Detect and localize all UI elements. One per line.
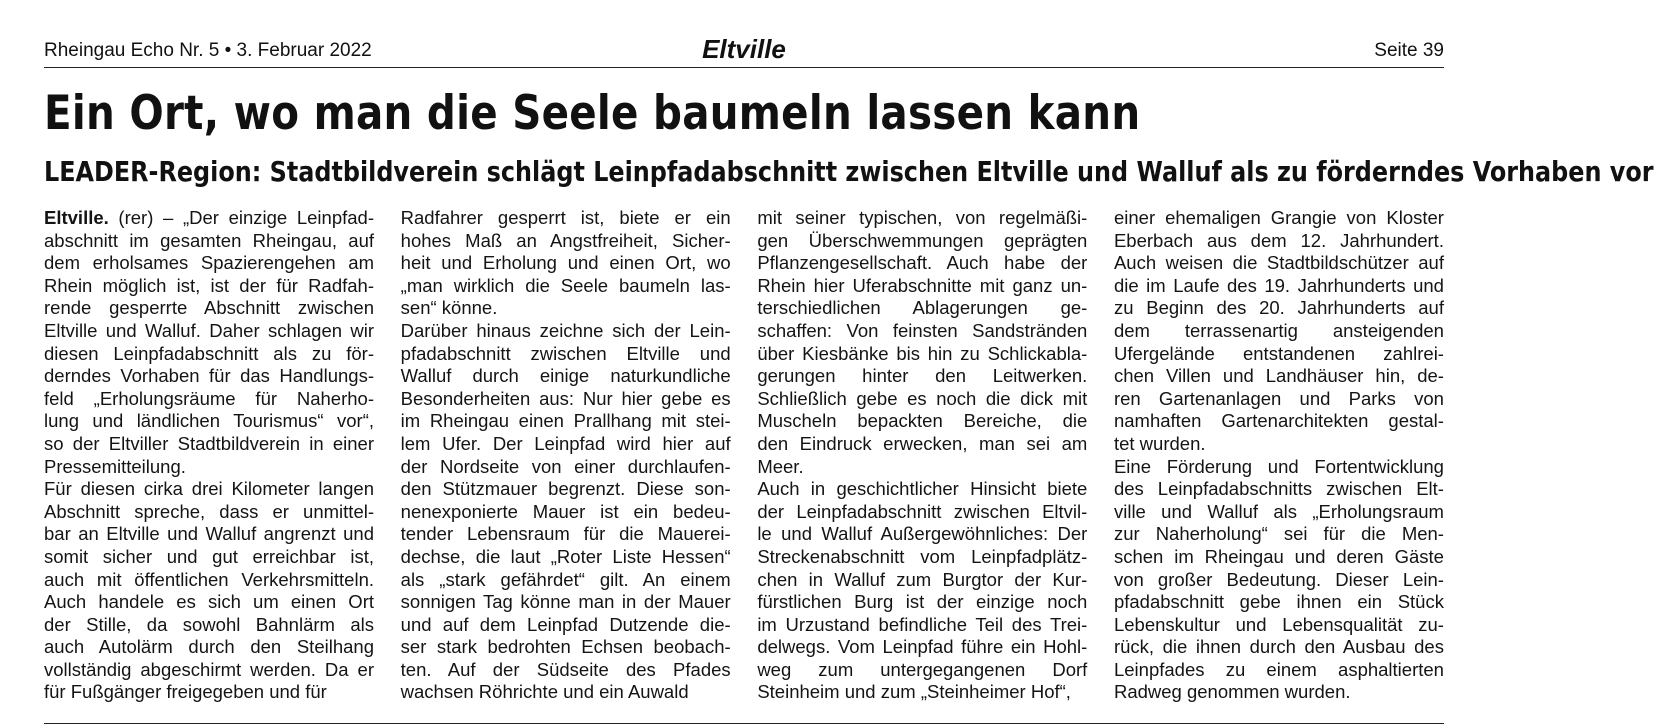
text-line: Rhein hier Uferabschnitte mit ganz un- [757,274,1088,296]
column-1 [44,207,374,704]
dateline: Eltville. [44,207,109,228]
text-line: sen“ könne. [400,297,498,319]
text-line: auch Autolärm durch den Steilhang [44,636,374,658]
text-line: heit und Erholung und einen Ort, wo [400,252,731,274]
page-number: Seite 39 [1374,40,1444,61]
text-line: dem terrassenartig ansteigenden [1113,319,1444,341]
text-line: diesen Leinpfadabschnitt als zu för- [44,342,374,364]
text-line: ten. Auf der Südseite des Pfades [400,658,731,680]
text-line: derndes Vorhaben für das Handlungs- [44,365,374,387]
text-line: Für diesen cirka drei Kilometer langen [44,478,374,500]
text-line: nenexponierte Mauer ist ein bedeu- [400,500,731,522]
text-line: Darüber hinaus zeichne sich der Lein- [400,319,731,341]
footer-divider [44,723,1444,724]
text-line: abschnitt im gesamten Rheingau, auf [44,229,374,251]
text-line: chen in Walluf zum Burgtor der Kur- [757,568,1088,590]
text-run: (rer) – „Der einzige Leinpfad- [108,207,374,228]
article-body [44,207,1444,704]
text-line: Auch handele es sich um einen Ort [44,591,374,613]
column-4 [1114,207,1444,704]
text-line: den Stützmauer begrenzt. Diese son- [400,478,731,500]
column-2 [401,207,731,704]
text-line: Leinpfades zu einem asphaltierten [1113,658,1444,680]
text-line: wachsen Röhrichte und ein Auwald [400,681,689,703]
text-line: feld „Erholungsräume für Naherho- [44,387,374,409]
text-line: delwegs. Vom Leinpfad führe ein Hohl- [757,636,1088,658]
text-line: „man wirklich die Seele baumeln las- [400,274,731,296]
text-line: Pressemitteilung. [44,455,186,477]
text-line: hohes Maß an Angstfreiheit, Sicher- [400,229,731,251]
text-line: Radfahrer gesperrt ist, biete er ein [400,207,731,228]
text-line: auch mit öffentlichen Verkehrsmitteln. [44,568,374,590]
text-line: zur Naherholung“ sei für die Men- [1113,523,1444,545]
text-line: Eltville und Walluf. Daher schlagen wir [44,319,374,341]
text-line: Rhein möglich ist, ist der für Radfah- [44,274,374,296]
text-line: gerungen hinter den Leitwerken. [757,365,1088,387]
text-line: Eine Förderung und Fortentwicklung [1113,455,1444,477]
text-line: dechse, die laut „Roter Liste Hessen“ [400,545,731,567]
text-line: Abschnitt spreche, dass er unmittel- [44,500,374,522]
text-line: lem Ufer. Der Leinpfad wird hier auf [400,432,731,454]
text-line: Pflanzengesellschaft. Auch habe der [757,252,1088,274]
text-line: über Kiesbänke bis hin zu Schlickabla- [757,342,1088,364]
text-line: Auch in geschichtlicher Hinsicht biete [757,478,1088,500]
text-line: Besonderheiten aus: Nur hier gebe es [400,387,731,409]
page-header [44,34,1444,66]
text-line: Walluf durch einige naturkundliche [400,365,731,387]
text-line: Meer. [757,455,804,477]
publication-info: Rheingau Echo Nr. 5 • 3. Februar 2022 [44,40,372,61]
text-line: und auf dem Leinpfad Dutzende die- [400,613,731,635]
text-line: terschiedlichen Ablagerungen ge- [757,297,1088,319]
text-line: Auch weisen die Stadtbildschützer auf [1113,252,1444,274]
article-headline: Ein Ort, wo man die Seele baumeln lassen kann [44,86,1141,141]
text-line: der Leinpfadabschnitt zwischen Eltvil- [757,500,1088,522]
text-line: einer ehemaligen Grangie von Kloster [1113,207,1444,228]
text-line: der Stille, da sowohl Bahnlärm als [44,613,374,635]
text-line: schaffen: Von feinsten Sandstränden [757,319,1088,341]
text-line: so der Eltviller Stadtbildverein in einer [44,432,374,454]
text-line: bar an Eltville und Walluf angrenzt und [44,523,374,545]
text-line: namhaften Gartenarchitekten gestal- [1113,410,1444,432]
text-line: Ufergelände entstandenen zahlrei- [1113,342,1444,364]
column-3 [757,207,1087,704]
text-line [44,207,374,230]
text-line: Eberbach aus dem 12. Jahrhundert. [1113,229,1444,251]
text-line: Lebenskultur und Lebensqualität zu- [1113,613,1444,635]
text-line: schen im Rheingau und deren Gäste [1113,545,1444,567]
text-line: Schließlich gebe es noch die dick mit [757,387,1088,409]
text-line: von großer Bedeutung. Dieser Lein- [1113,568,1444,590]
text-line: weg zum untergegangenen Dorf [757,658,1088,680]
text-line: fürstlichen Burg ist der einzige noch [757,591,1088,613]
text-line: pfadabschnitt gebe ihnen ein Stück [1113,591,1444,613]
text-line: sonnigen Tag könne man in der Mauer [400,591,731,613]
text-line: als „stark gefährdet“ gilt. An einem [400,568,731,590]
text-line: im Rheingau einen Prallhang mit stei- [400,410,731,432]
section-title: Eltville [702,34,786,64]
text-line: zu Beginn des 20. Jahrhunderts auf [1113,297,1444,319]
article-subheadline: LEADER-Region: Stadtbildverein schlägt Leinpfadabschnitt zwischen Eltville und Walluf als zu förderndes Vorhaben vor [44,155,1654,188]
text-line: pfadabschnitt zwischen Eltville und [400,342,731,364]
text-line: dem erholsames Spazierengehen am [44,252,374,274]
text-line: vollständig abgeschirmt werden. Da er [44,658,374,680]
text-line: im Urzustand befindliche Teil des Trei- [757,613,1088,635]
text-line: mit seiner typischen, von regelmäßi- [757,207,1088,228]
text-line: chen Villen und Landhäuser hin, de- [1113,365,1444,387]
text-line: der Nordseite von einer durchlaufen- [400,455,731,477]
text-line: die im Laufe des 19. Jahrhunderts und [1113,274,1444,296]
text-line: rück, die ihnen durch den Ausbau des [1113,636,1444,658]
text-line: den Eindruck erwecken, man sei am [757,432,1088,454]
text-line: tet wurden. [1113,432,1206,454]
text-line: ser stark bedrohten Echsen beobach- [400,636,731,658]
header-divider [44,67,1444,68]
text-line: Steinheim und zum „Steinheimer Hof“, [757,681,1071,703]
text-line: rende gesperrte Abschnitt zwischen [44,297,374,319]
text-line: Muscheln bepackten Bereiche, die [757,410,1088,432]
text-line: des Leinpfadabschnitts zwischen Elt- [1113,478,1444,500]
text-line: gen Überschwemmungen geprägten [757,229,1088,251]
text-line: tender Lebensraum für die Mauerei- [400,523,731,545]
text-line: Streckenabschnitt vom Leinpfadplätz- [757,545,1088,567]
text-line: Radweg genommen wurden. [1113,681,1351,703]
text-line: ville und Walluf als „Erholungsraum [1113,500,1444,522]
text-line: lung und ländlichen Tourismus“ vor“, [44,410,374,432]
text-line: ren Gartenanlagen und Parks von [1113,387,1444,409]
text-line: le und Walluf Außergewöhnliches: Der [757,523,1088,545]
text-line: für Fußgänger freigegeben und für [44,681,327,703]
text-line: somit sicher und gut erreichbar ist, [44,545,374,567]
